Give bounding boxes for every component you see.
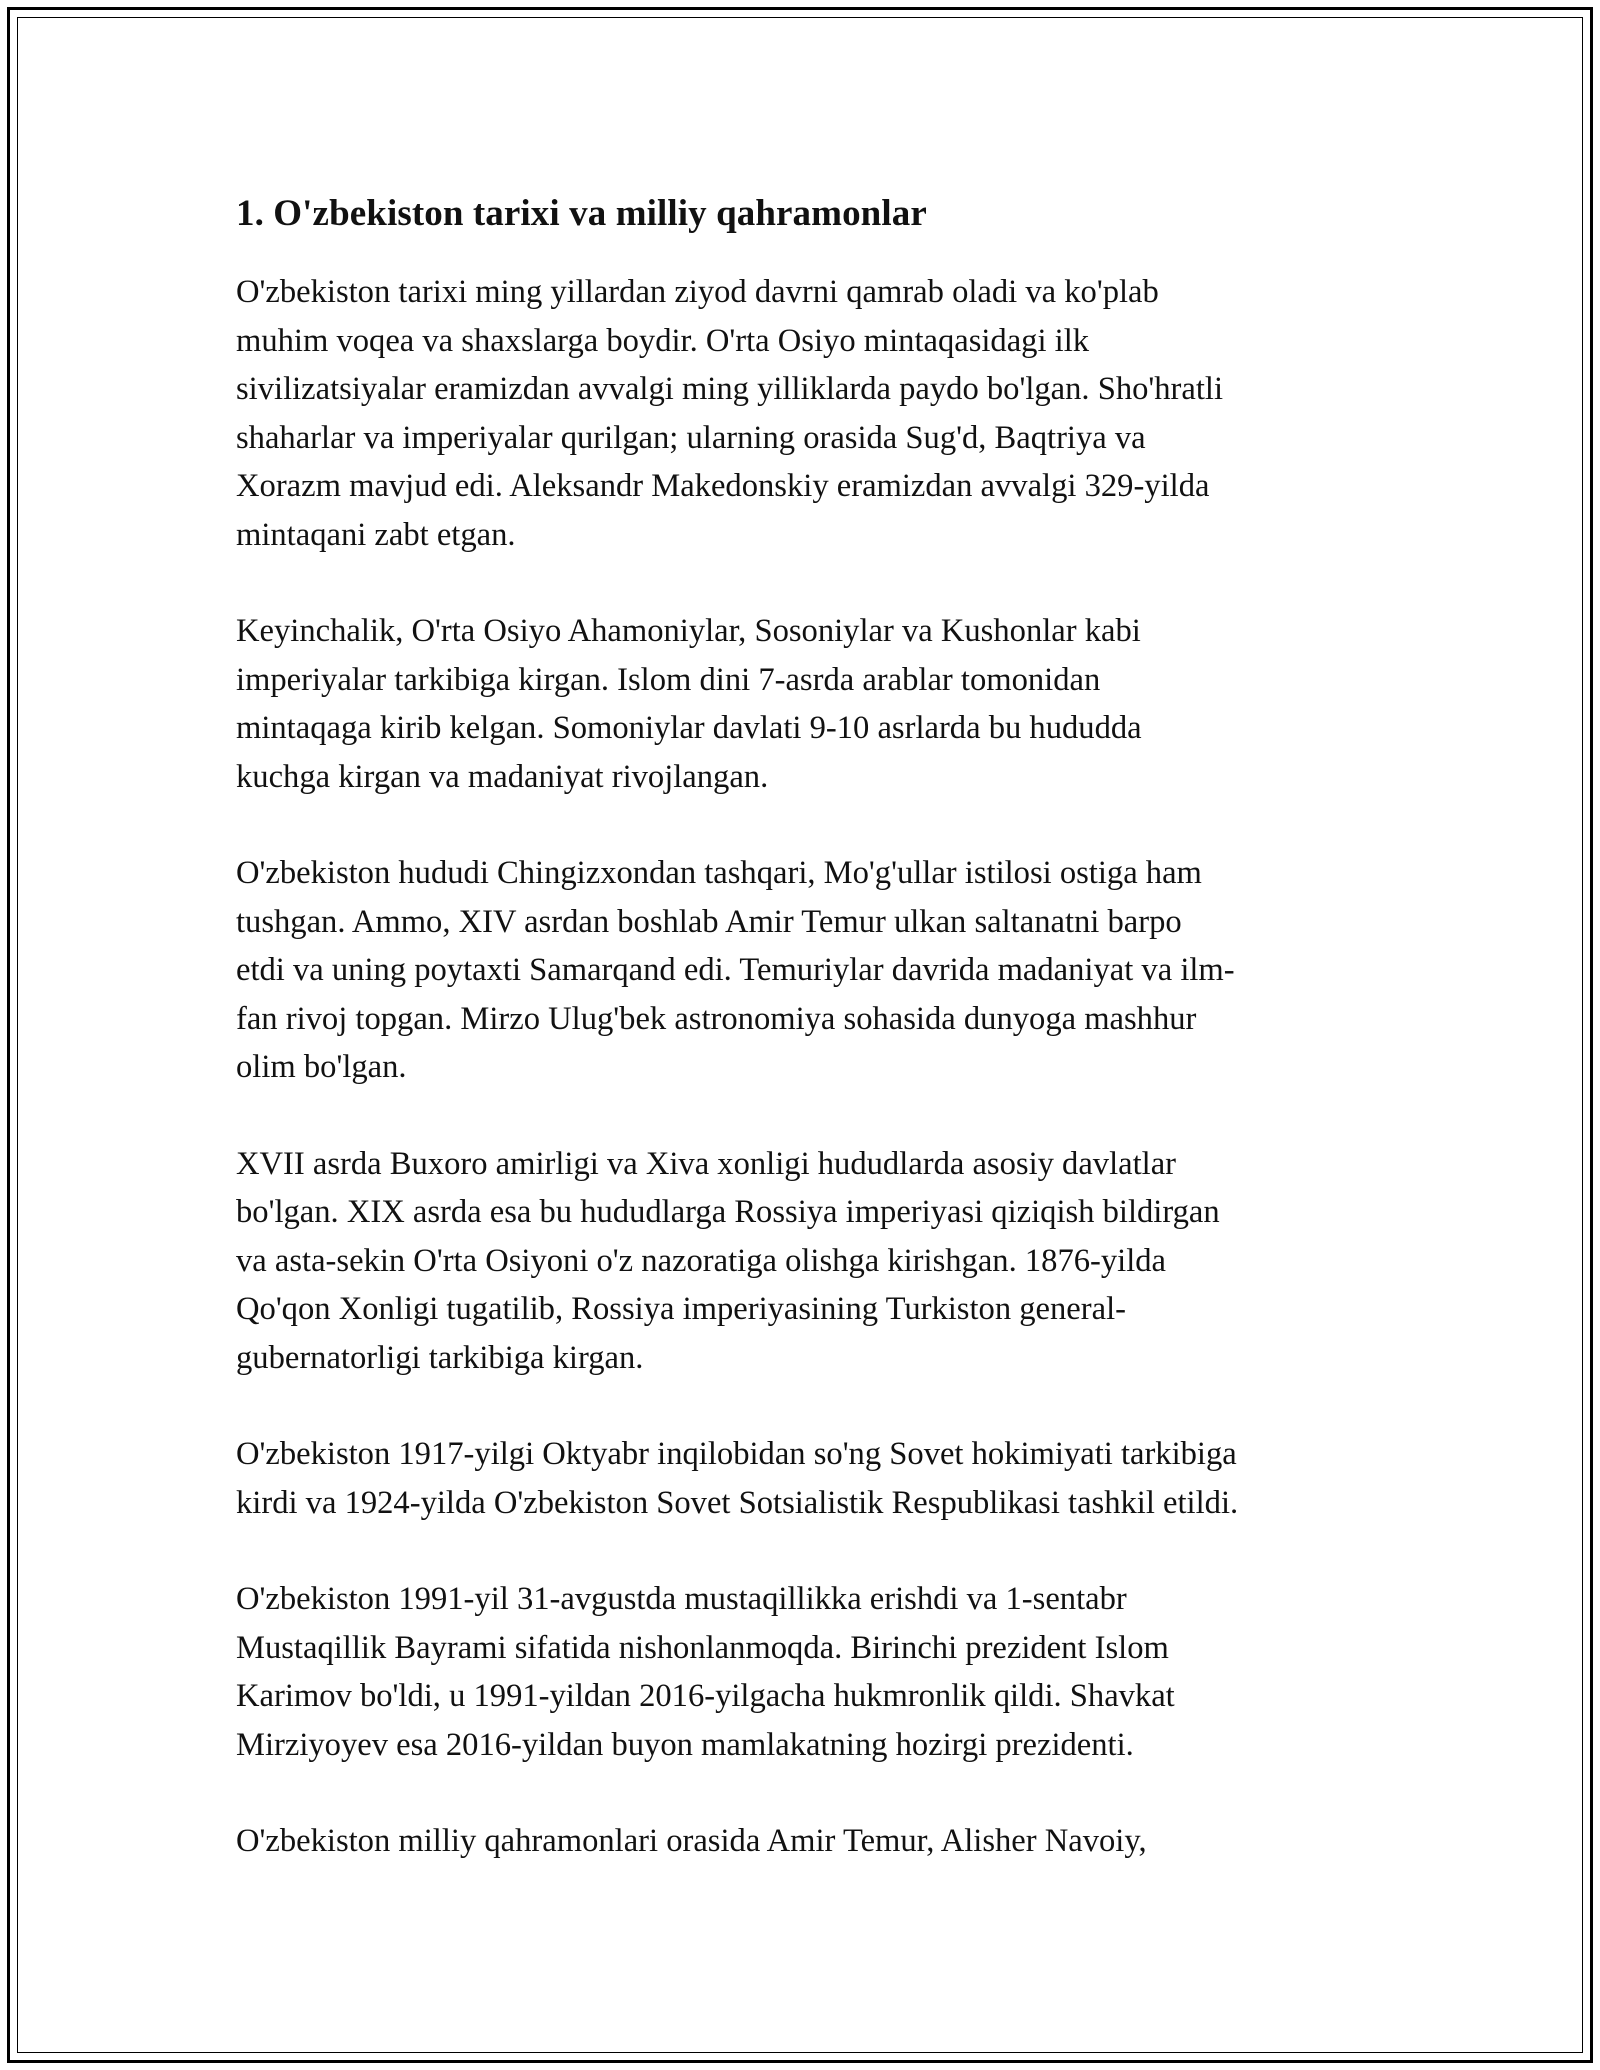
- paragraph-line: tushgan. Ammo, XIV asrdan boshlab Amir Temur ulkan saltanatni barpo: [236, 903, 1182, 940]
- paragraph-line: kuchga kirgan va madaniyat rivojlangan.: [236, 758, 769, 795]
- paragraph-line: imperiyalar tarkibiga kirgan. Islom dini 7-asrda arablar tomonidan: [236, 661, 1101, 698]
- document-page: [236, 186, 1366, 1914]
- section-heading: 1. O'zbekiston tarixi va milliy qahramonlar: [236, 193, 927, 234]
- paragraph: [236, 1140, 1366, 1383]
- paragraph: [236, 1430, 1366, 1527]
- paragraph-line: gubernatorligi tarkibiga kirgan.: [236, 1339, 644, 1376]
- paragraph-line: Qo'qon Xonligi tugatilib, Rossiya imperiyasining Turkiston general-: [236, 1291, 1126, 1327]
- paragraph-line: Xorazm mavjud edi. Aleksandr Makedonskiy eramizdan avvalgi 329-yilda: [236, 468, 1210, 504]
- paragraph-line: olim bo'lgan.: [236, 1049, 407, 1085]
- paragraph-line: Mirziyoyev esa 2016-yildan buyon mamlakatning hozirgi prezidenti.: [236, 1726, 1134, 1763]
- paragraph-line: etdi va uning poytaxti Samarqand edi. Temuriylar davrida madaniyat va ilm-: [236, 952, 1235, 988]
- paragraph-line: mintaqaga kirib kelgan. Somoniylar davlati 9-10 asrlarda bu hududda: [236, 710, 1142, 746]
- paragraph: [236, 1575, 1366, 1769]
- paragraph: [236, 1817, 1366, 1866]
- paragraph-line: Keyinchalik, O'rta Osiyo Ahamoniylar, Sosoniylar va Kushonlar kabi: [236, 613, 1141, 649]
- document-body: [236, 268, 1366, 1866]
- paragraph-line: O'zbekiston hududi Chingizxondan tashqari, Mo'g'ullar istilosi ostiga ham: [236, 855, 1202, 891]
- paragraph: [236, 607, 1366, 801]
- paragraph-line: shaharlar va imperiyalar qurilgan; ularning orasida Sug'd, Baqtriya va: [236, 419, 1146, 456]
- paragraph-line: O'zbekiston 1991-yil 31-avgustda mustaqillikka erishdi va 1-sentabr: [236, 1581, 1127, 1617]
- paragraph-line: O'zbekiston tarixi ming yillardan ziyod davrni qamrab oladi va ko'plab: [236, 274, 1159, 310]
- paragraph-line: muhim voqea va shaxslarga boydir. O'rta Osiyo mintaqasidagi ilk: [236, 322, 1090, 359]
- paragraph: [236, 849, 1366, 1092]
- paragraph-line: Mustaqillik Bayrami sifatida nishonlanmoqda. Birinchi prezident Islom: [236, 1629, 1169, 1666]
- paragraph-line: O'zbekiston 1917-yilgi Oktyabr inqilobidan so'ng Sovet hokimiyati tarkibiga: [236, 1436, 1237, 1472]
- paragraph-line: mintaqani zabt etgan.: [236, 516, 516, 553]
- paragraph: [236, 268, 1366, 559]
- paragraph-line: kirdi va 1924-yilda O'zbekiston Sovet Sotsialistik Respublikasi tashkil etildi.: [236, 1484, 1239, 1521]
- paragraph-line: Karimov bo'ldi, u 1991-yildan 2016-yilgacha hukmronlik qildi. Shavkat: [236, 1678, 1175, 1714]
- paragraph-line: O'zbekiston milliy qahramonlari orasida Amir Temur, Alisher Navoiy,: [236, 1823, 1147, 1859]
- paragraph-line: bo'lgan. XIX asrda esa bu hududlarga Rossiya imperiyasi qiziqish bildirgan: [236, 1194, 1220, 1230]
- paragraph-line: fan rivoj topgan. Mirzo Ulug'bek astronomiya sohasida dunyoga mashhur: [236, 1000, 1197, 1037]
- paragraph-line: XVII asrda Buxoro amirligi va Xiva xonligi hududlarda asosiy davlatlar: [236, 1145, 1177, 1182]
- paragraph-line: sivilizatsiyalar eramizdan avvalgi ming yilliklarda paydo bo'lgan. Sho'hratli: [236, 371, 1224, 407]
- paragraph-line: va asta-sekin O'rta Osiyoni o'z nazoratiga olishga kirishgan. 1876-yilda: [236, 1242, 1167, 1279]
